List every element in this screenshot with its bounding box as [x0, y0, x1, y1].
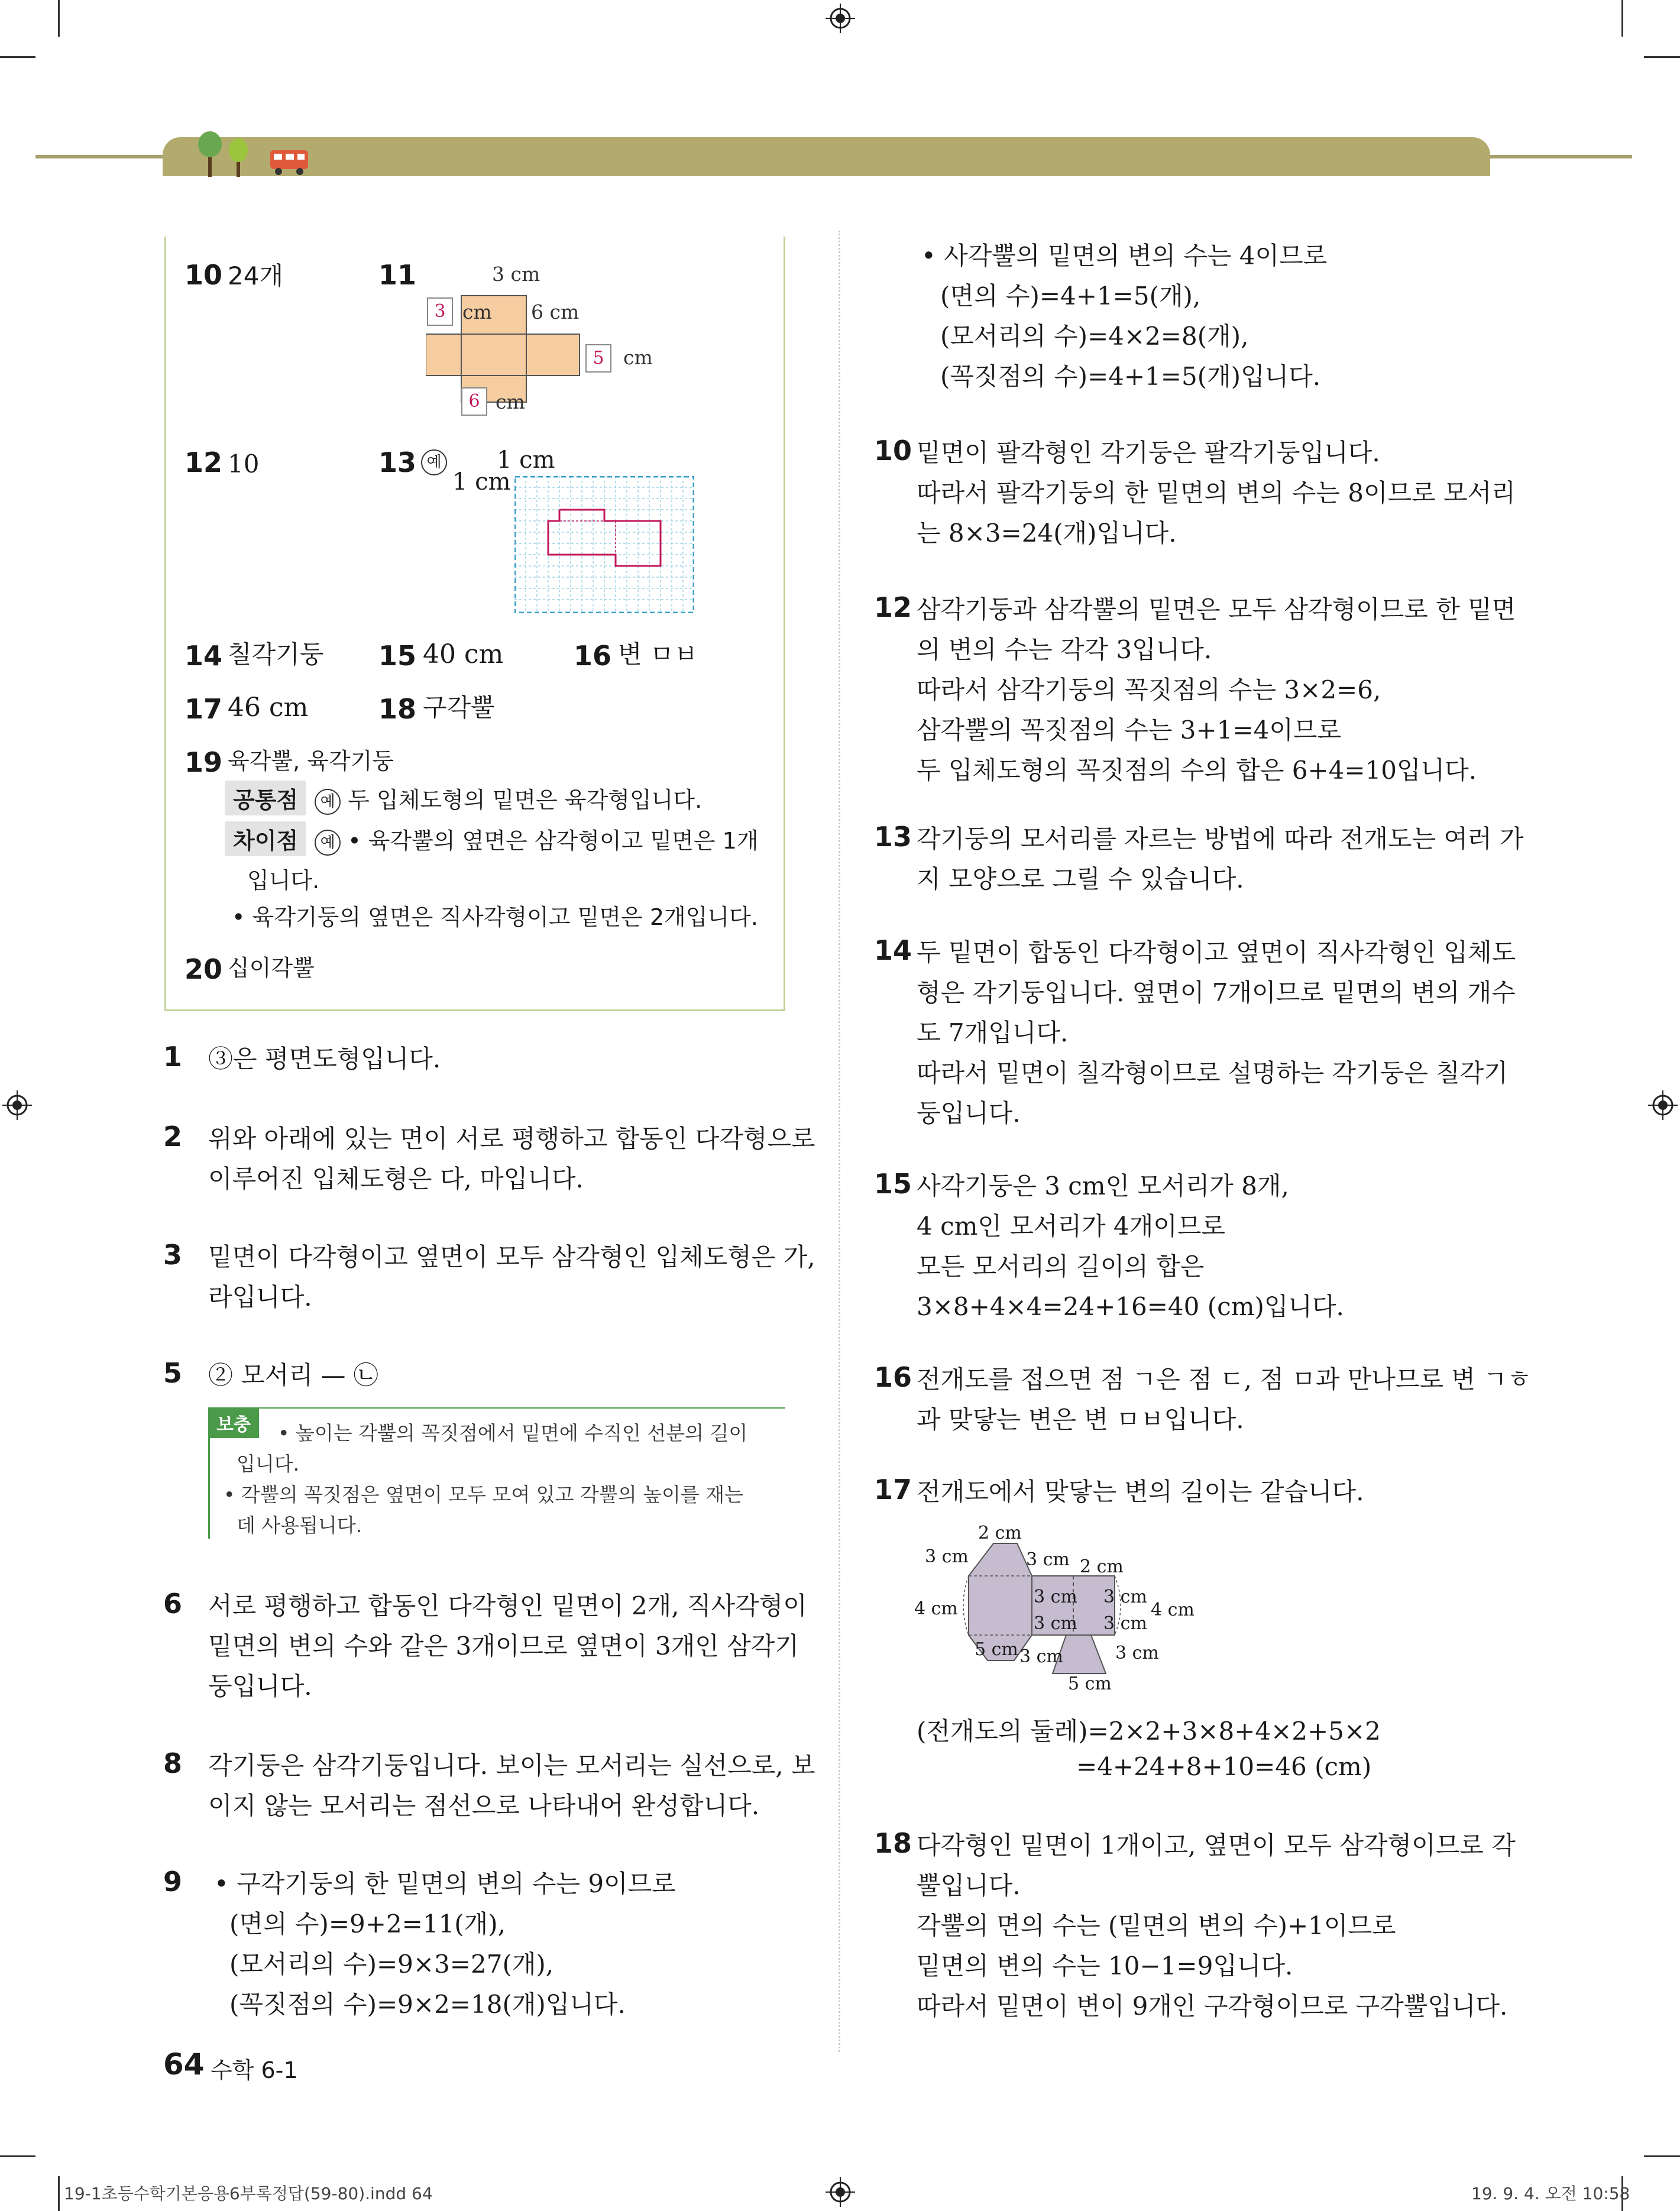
question-number: 15 — [378, 640, 417, 672]
explain-text: 3×8+4×4=24+16=40 (cm)입니다. — [917, 1292, 1344, 1321]
explain-number: 5 — [163, 1357, 183, 1389]
answer-text: 구각뿔 — [423, 693, 495, 722]
example-mark: 예 — [315, 789, 341, 815]
explain-text: 밑면의 변의 수는 10−1=9입니다. — [917, 1951, 1293, 1980]
explain-text: 삼각뿔의 꼭짓점의 수는 3+1=4이므로 — [917, 716, 1342, 744]
explain-text: 모든 모서리의 길이의 합은 — [917, 1252, 1205, 1281]
explain-text: 각뿔의 면의 수는 (밑면의 변의 수)+1이므로 — [917, 1911, 1396, 1940]
explain-number: 3 — [163, 1239, 183, 1271]
answer-text: 칠각기둥 — [228, 640, 324, 669]
footer-timestamp: 19. 9. 4. 오전 10:58 — [1471, 2184, 1630, 2203]
dim-label: 3 cm — [925, 1546, 969, 1567]
registration-target-icon — [2, 1090, 32, 1120]
explain-text: 이지 않는 모서리는 점선으로 나타내어 완성합니다. — [208, 1791, 760, 1820]
explain-text: 지 모양으로 그릴 수 있습니다. — [917, 865, 1244, 894]
explain-number: 15 — [874, 1168, 912, 1200]
explain-text: 사각기둥은 3 cm인 모서리가 8개, — [917, 1171, 1289, 1200]
dim-label: 3 cm — [1034, 1587, 1077, 1607]
dim-label: 3 cm — [1026, 1549, 1070, 1570]
grid-net-q13 — [514, 476, 694, 613]
grid-unit-label: 1 cm — [497, 446, 555, 474]
explain-text: 이루어진 입체도형은 다, 마입니다. — [208, 1164, 584, 1193]
dim-label: 2 cm — [1080, 1556, 1124, 1577]
explain-number: 16 — [874, 1361, 912, 1393]
crop-mark-tr-h — [1644, 56, 1680, 58]
dim-label: 3 cm — [492, 263, 540, 286]
registration-target-icon — [826, 4, 855, 33]
explain-text: 다각형인 밑면이 1개이고, 옆면이 모두 삼각형이므로 각 — [917, 1831, 1516, 1860]
explain-text: 각기둥은 삼각기둥입니다. 보이는 모서리는 실선으로, 보 — [208, 1751, 815, 1780]
explain-text: 따라서 삼각기둥의 꼭짓점의 수는 3×2=6, — [917, 675, 1381, 704]
explain-text: 는 8×3=24(개)입니다. — [917, 519, 1177, 548]
dim-label: 3 cm — [1103, 1587, 1147, 1607]
dim-label: 2 cm — [978, 1523, 1022, 1543]
q19-diff-text-2: • 육각기둥의 옆면은 직사각형이고 밑면은 2개입니다. — [232, 904, 758, 930]
dim-label: 5 cm — [975, 1639, 1018, 1660]
explain-text: 과 맞닿는 변은 변 ㅁㅂ입니다. — [917, 1405, 1244, 1434]
explain-number: 17 — [874, 1474, 912, 1506]
explain-number: 8 — [163, 1747, 183, 1779]
dim-label: 4 cm — [914, 1598, 958, 1619]
bochung-text: • 각뿔의 꼭짓점은 옆면이 모두 모여 있고 각뿔의 높이를 재는 — [224, 1483, 743, 1506]
answer-blank: 3 — [427, 297, 453, 326]
bochung-text: 데 사용됩니다. — [237, 1514, 362, 1537]
explain-text: (면의 수)=4+1=5(개), — [940, 281, 1201, 310]
explain-number: 13 — [874, 821, 912, 853]
tag-difference: 차이점 — [225, 821, 306, 856]
explain-text: 밑면의 변의 수와 같은 3개이므로 옆면이 3개인 삼각기 — [208, 1631, 799, 1660]
explain-text: 전개도를 접으면 점 ㄱ은 점 ㄷ, 점 ㅁ과 만나므로 변 ㄱㅎ — [917, 1365, 1532, 1394]
answer-text: 십이각뿔 — [228, 955, 315, 981]
explain-text: =4+24+8+10=46 (cm) — [1076, 1752, 1372, 1781]
footer-file: 19-1초등수학기본응용6부록정답(59-80).indd 64 — [64, 2184, 433, 2203]
explain-text: (꼭짓점의 수)=9×2=18(개)입니다. — [229, 1990, 626, 2019]
explain-text: 4 cm인 모서리가 4개이므로 — [917, 1212, 1225, 1241]
explain-number: 18 — [874, 1827, 912, 1859]
example-mark: 예 — [421, 449, 447, 475]
explain-text: (면의 수)=9+2=11(개), — [229, 1909, 506, 1938]
dim-label: cm — [496, 390, 525, 413]
dim-label: 5 cm — [1068, 1673, 1112, 1694]
q19-common-text: 두 입체도형의 밑면은 육각형입니다. — [348, 787, 703, 813]
question-number: 10 — [184, 259, 223, 291]
explain-text: (모서리의 수)=9×3=27(개), — [229, 1950, 554, 1979]
explain-text: 삼각기둥과 삼각뿔의 밑면은 모두 삼각형이므로 한 밑면 — [917, 595, 1516, 624]
dim-label: 4 cm — [1151, 1600, 1195, 1620]
explain-number: 1 — [163, 1041, 183, 1073]
explain-number: 6 — [163, 1588, 183, 1620]
bochung-text: • 높이는 각뿔의 꼭짓점에서 밑면에 수직인 선분의 길이 — [278, 1422, 748, 1445]
question-number: 16 — [574, 640, 612, 672]
explain-text: 서로 평행하고 합동인 다각형인 밑면이 2개, 직사각형이 — [208, 1591, 807, 1620]
answer-text: 24개 — [228, 261, 284, 290]
explain-text: 라입니다. — [208, 1283, 312, 1312]
registration-target-icon — [826, 2177, 855, 2207]
question-number: 19 — [184, 746, 223, 778]
question-number: 12 — [184, 446, 223, 478]
explain-text: 전개도에서 맞닿는 변의 길이는 같습니다. — [917, 1477, 1364, 1506]
header-tab — [163, 137, 1490, 176]
dim-label: 3 cm — [1019, 1646, 1063, 1667]
explain-number: 10 — [874, 435, 912, 467]
answer-text: 46 cm — [228, 692, 309, 723]
grid-unit-label: 1 cm — [452, 468, 511, 496]
question-number: 18 — [378, 693, 417, 725]
subject-label: 수학 6-1 — [211, 2057, 298, 2083]
question-number: 13 — [378, 446, 417, 478]
explain-text: (꼭짓점의 수)=4+1=5(개)입니다. — [940, 362, 1321, 391]
answer-text: 육각뿔, 육각기둥 — [228, 748, 394, 774]
explain-text: 위와 아래에 있는 면이 서로 평행하고 합동인 다각형으로 — [208, 1124, 815, 1153]
explain-text: 뿔입니다. — [917, 1871, 1021, 1900]
dim-label: 6 cm — [531, 300, 580, 323]
crop-mark-tl — [58, 0, 60, 37]
explain-text: (모서리의 수)=4×2=8(개), — [940, 322, 1249, 351]
crop-mark-tl-h — [0, 56, 35, 58]
explain-text: (전개도의 둘레)=2×2+3×8+4×2+5×2 — [917, 1717, 1381, 1746]
q19-difference — [225, 821, 759, 856]
q19-diff-text: • 육각뿔의 옆면은 삼각형이고 밑면은 1개 — [348, 828, 759, 854]
question-number: 14 — [184, 640, 223, 672]
page-number: 64 — [163, 2047, 205, 2081]
answer-blank: 5 — [585, 344, 611, 373]
explain-number: 2 — [163, 1121, 183, 1153]
bus-icon — [269, 147, 310, 176]
explain-text: 따라서 팔각기둥의 한 밑면의 변의 수는 8이므로 모서리 — [917, 478, 1516, 507]
bochung-text: 입니다. — [237, 1452, 300, 1475]
explain-text: 따라서 밑면이 칠각형이므로 설명하는 각기둥은 칠각기 — [917, 1058, 1508, 1087]
dim-label: 3 cm — [1115, 1643, 1159, 1663]
answer-text: 40 cm — [423, 639, 504, 669]
tree-icon — [195, 127, 260, 180]
explain-text: ③은 평면도형입니다. — [208, 1044, 441, 1073]
answer-text: 변 ㅁㅂ — [618, 640, 698, 669]
q19-common — [225, 781, 702, 815]
explain-number: 14 — [874, 934, 912, 966]
explain-text: • 구각기둥의 한 밑면의 변의 수는 9이므로 — [214, 1869, 676, 1898]
tag-common: 공통점 — [225, 781, 306, 815]
crop-mark-br-h — [1644, 2155, 1680, 2157]
explain-text: 각기둥의 모서리를 자르는 방법에 따라 전개도는 여러 가 — [917, 824, 1524, 853]
explain-text: ② 모서리 — ㉡ — [208, 1361, 378, 1390]
answer-text: 10 — [228, 449, 260, 478]
explain-number: 12 — [874, 591, 912, 623]
dim-label: cm — [462, 300, 492, 323]
dim-label: 3 cm — [1034, 1613, 1077, 1634]
explain-text: 둥입니다. — [208, 1672, 312, 1701]
explain-text: 둥입니다. — [917, 1099, 1021, 1128]
explain-text: 밑면이 다각형이고 옆면이 모두 삼각형인 입체도형은 가, — [208, 1242, 815, 1271]
explain-number: 9 — [163, 1866, 183, 1898]
question-number: 11 — [378, 259, 417, 291]
column-divider — [839, 231, 840, 2052]
explain-text: 형은 각기둥입니다. 옆면이 7개이므로 밑면의 변의 개수 — [917, 978, 1516, 1007]
example-mark: 예 — [315, 830, 341, 856]
explain-text: 따라서 밑면이 변이 9개인 구각형이므로 구각뿔입니다. — [917, 1992, 1508, 2021]
explain-text: 도 7개입니다. — [917, 1018, 1069, 1047]
explain-text: 밑면이 팔각형인 각기둥은 팔각기둥입니다. — [917, 438, 1380, 467]
q19-diff-text-cont: 입니다. — [247, 867, 320, 894]
crop-mark-bl-h — [0, 2155, 35, 2157]
dim-label: 3 cm — [1103, 1613, 1147, 1634]
answer-blank: 6 — [461, 387, 487, 416]
crop-mark-bl — [58, 2176, 60, 2211]
explain-text: 두 밑면이 합동인 다각형이고 옆면이 직사각형인 입체도 — [917, 938, 1516, 967]
explain-text: 의 변의 수는 각각 3입니다. — [917, 635, 1212, 664]
crop-mark-tr — [1621, 0, 1623, 37]
explain-text: • 사각뿔의 밑면의 변의 수는 4이므로 — [921, 241, 1328, 270]
registration-target-icon — [1648, 1090, 1678, 1120]
dim-label: cm — [623, 346, 653, 369]
question-number: 20 — [184, 953, 223, 985]
bochung-label: 보충 — [208, 1407, 259, 1438]
explain-text: 두 입체도형의 꼭짓점의 수의 합은 6+4=10입니다. — [917, 756, 1477, 785]
question-number: 17 — [184, 693, 223, 725]
